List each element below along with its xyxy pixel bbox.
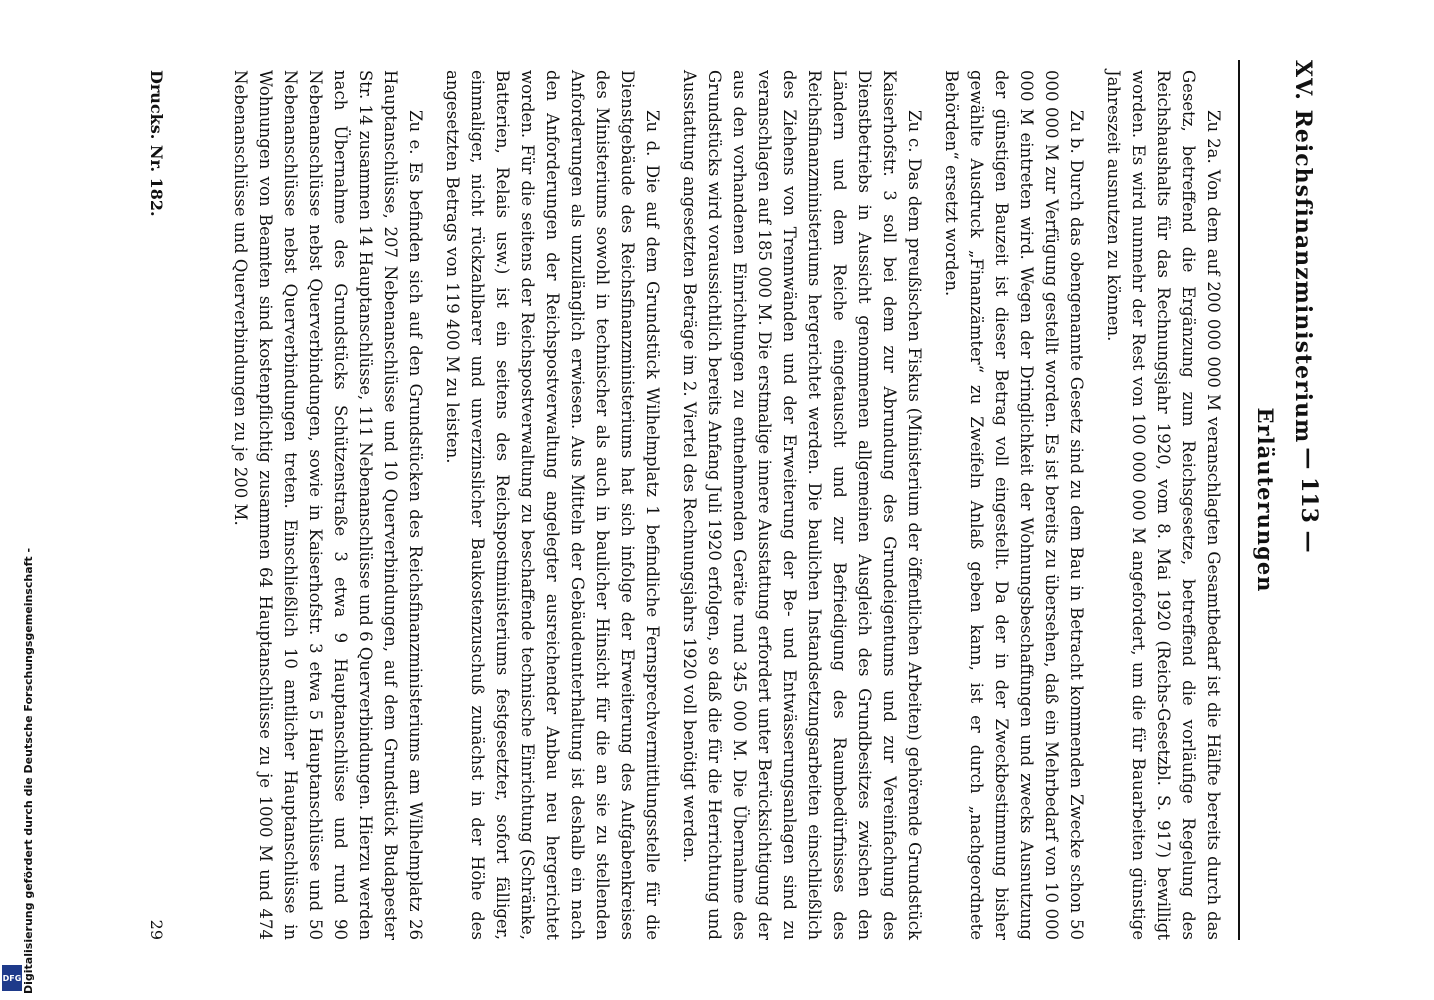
digitization-sidebar [0, 0, 35, 1000]
document-body [216, 70, 1226, 940]
footer-print-number: Drucks. Nr. 182. [147, 70, 166, 217]
rotated-page-content [2, 0, 1336, 1000]
paragraph-d: Zu d. Die auf dem Grundstück Wilhelmplatz 1 befindliche Fernsprechvermittlungsstelle für die Dienstgebäude des Reichsfinanzministeriums hat sich infolge der Erweiterung des Aufgabenkreises des Ministeriums sowohl in technischer als auch in baulicher Hinsicht für die an sie zu stellenden Anforderungen als unzulänglich erwiesen. Aus Mitteln der Gebäudeunterhaltung ist deshalb ein nach den Anforderungen der Reichspostverwaltung angelegter ausreichender Anbau neu hergerichtet worden. Für die seitens der Reichspostverwaltung zu beschaffende technische Einrichtung (Schränke, Batterien, Relais usw.) ist ein seitens des Reichspostministeriums festgesetzter, sofort fälliger, einmaliger, nicht rückzahlbarer und unverzinslicher Baukostenzuschuß zunächst in der Höhe des angesetzten Betrags von 119 400 M zu leisten. [443, 70, 662, 940]
funding-note: Digitalisierung gefördert durch die Deutsche Forschungsgemeinschaft - [22, 547, 35, 994]
header-rule [1238, 60, 1240, 940]
dfg-logo-icon: DFG [2, 965, 22, 991]
paragraph-2a: Zu 2a. Von dem auf 200 000 000 M veranschlagten Gesamtbedarf ist die Hälfte bereits durch das Gesetz, betreffend die Ergänzung zum Reichsgesetze, betreffend die vorläufige Regelung des Reichshaushalts für das Rechnungsjahr 1920, vom 8. Mai 1920 (Reichs-Gesetzbl. S. 917) bewilligt worden. Es wird nunmehr der Rest von 100 000 000 M angefordert, um die für Bauarbeiten günstige Jahreszeit ausnutzen zu können. [1104, 70, 1223, 940]
page-title: Erläuterungen [1253, 407, 1278, 593]
page-number: — 113 — [1296, 447, 1322, 553]
paragraph-e: Zu e. Es befinden sich auf den Grundstücken des Reichsfinanzministeriums am Wilhelmplatz 26 Hauptanschlüsse, 207 Nebenanschlüsse und 10 Querverbindungen, auf dem Grundstück Budapester Str. 14 zusammen 14 Hauptanschlüsse, 111 Nebenanschlüsse und 6 Querverbindungen. Hierzu werden nach Übernahme des Grundstücks Schützenstraße 3 etwa 9 Hauptanschlüsse und rund 90 Nebenanschlüsse nebst Querverbindungen, sowie in Kaiserhofstr. 3 etwa 5 Hauptanschlüsse und 50 Nebenanschlüsse nebst Querverbindungen treten. Einschließlich 10 amtlicher Hauptanschlüsse in Wohnungen von Beamten sind kostenpflichtig zusammen 64 Hauptanschlüsse zu je 1000 M und 474 Nebenanschlüsse und Querverbindungen zu je 200 M. [231, 70, 425, 940]
paragraph-b: Zu b. Durch das obengenannte Gesetz sind zu dem Bau in Betracht kommenden Zwecke schon 50 000 000 M zur Verfügung gestellt worden. Es ist bereits zu übersehen, daß ein Mehrbedarf von 10 000 000 M eintreten wird. Wegen der Dringlichkeit der Wohnungsbeschaffungen und zwecks Ausnutzung der günstigen Bauzeit ist dieser Betrag voll eingestellt. Da der in der Zweckbestimmung bisher gewählte Ausdruck „Finanzämter“ zu Zweifeln Anlaß geben kann, ist er durch „nachgeordnete Behörden“ ersetzt worden. [942, 70, 1086, 940]
page-header [1253, 60, 1322, 940]
section-heading: XV. Reichsfinanzministerium [1290, 60, 1316, 444]
footer-sheet-number: 29 [147, 919, 166, 940]
paragraph-c: Zu c. Das dem preußischen Fiskus (Ministerium der öffentlichen Arbeiten) gehörende Grundstück Kaiserhofstr. 3 soll bei dem zur Abrundung des Grundeigentums und zur Vereinfachung des Dienstbetriebs in Aussicht genommenen allgemeinen Ausgleich des Grundbesitzes zwischen den Ländern und dem Reiche eingetauscht und zur Befriedigung des Raumbedürfnisses des Reichsfinanzministeriums hergerichtet werden. Die baulichen Instandsetzungsarbeiten einschließlich des Ziehens von Trennwänden und der Erweiterung der Be- und Entwässerungsanlagen sind zu veranschlagen auf 185 000 M. Die erstmalige innere Ausstattung erfordert unter Berücksichtigung der aus den vorhandenen Einrichtungen zu entnehmenden Geräte rund 345 000 M. Die Übernahme des Grundstücks wird voraussichtlich bereits Anfang Juli 1920 erfolgen, so daß die für die Herrichtung und Ausstattung angesetzten Beträge im 2. Viertel des Rechnungsjahrs 1920 voll benötigt werden. [680, 70, 924, 940]
